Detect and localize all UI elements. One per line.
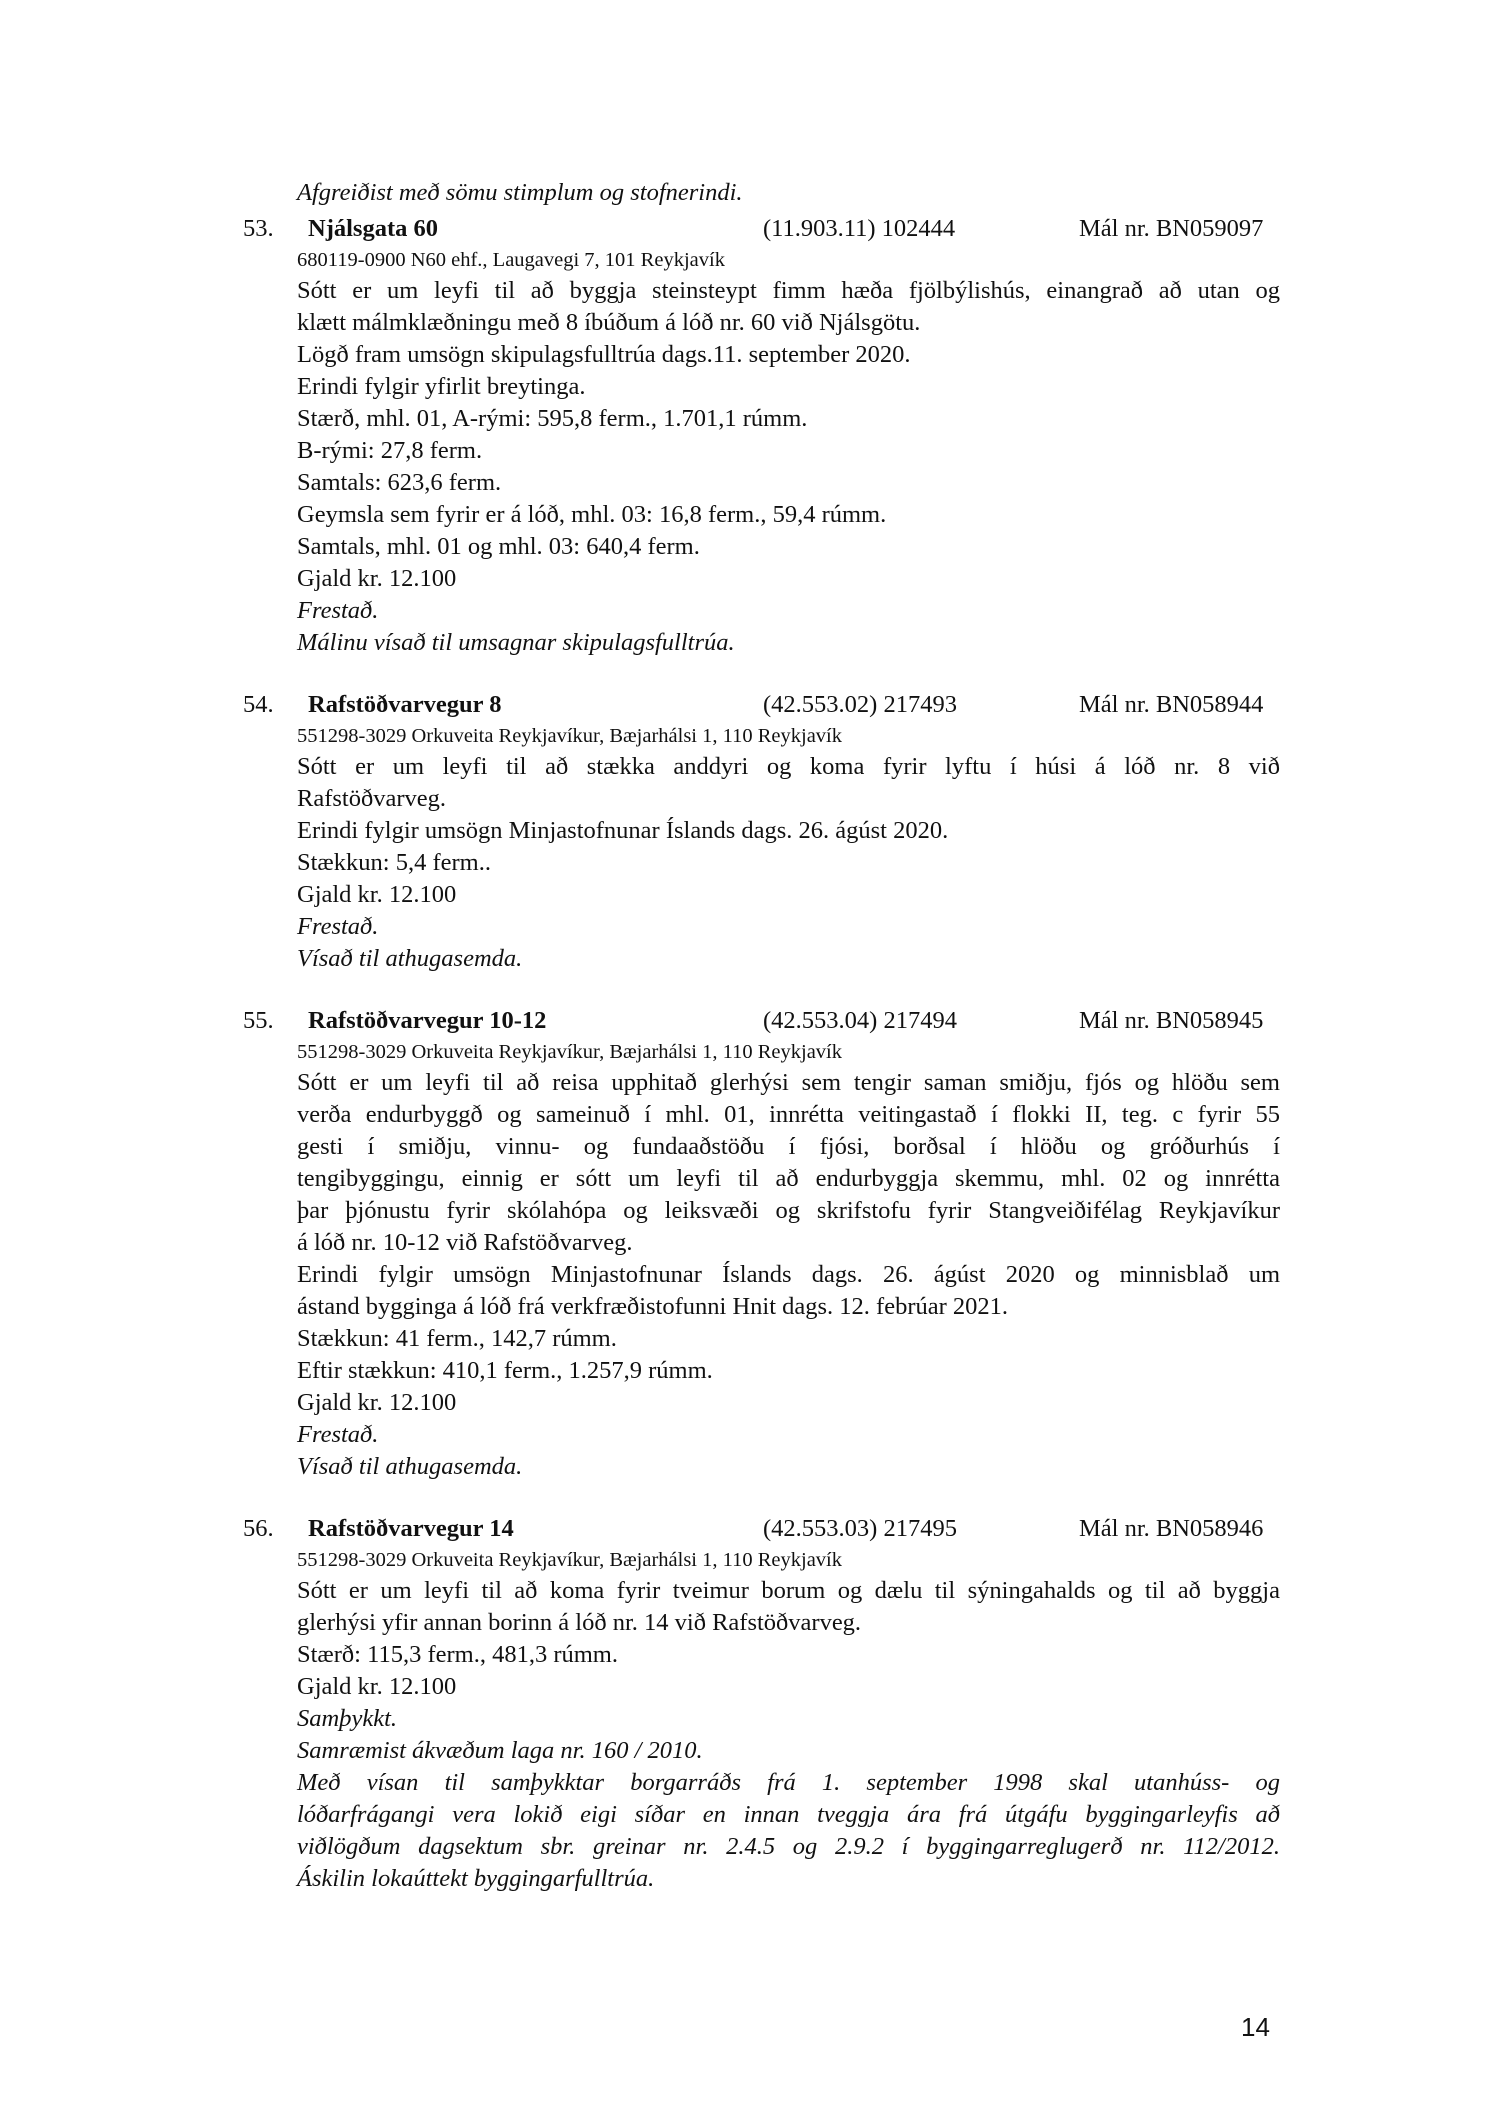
item-text-line: Gjald kr. 12.100 <box>297 881 457 908</box>
item-number: 55. <box>243 1007 274 1034</box>
item-text-line: Stækkun: 41 ferm., 142,7 rúmm. <box>297 1325 617 1352</box>
item-decision-note: Með vísan til samþykktar borgarráðs frá 1. september 1998 skal utanhúss- og <box>297 1769 1280 1796</box>
item-decision-note: Vísað til athugasemda. <box>297 1453 523 1480</box>
item-heading <box>0 1513 1500 1545</box>
item-address: Rafstöðvarvegur 14 <box>308 1515 514 1542</box>
item-text-line: klætt málmklæðningu með 8 íbúðum á lóð nr. 60 við Njálsgötu. <box>297 309 921 336</box>
item-text-line: Sótt er um leyfi til að reisa upphitað glerhýsi sem tengir saman smiðju, fjós og hlöðu sem <box>297 1069 1280 1096</box>
page-number: 14 <box>1241 2012 1270 2042</box>
item-text-line: Sótt er um leyfi til að stækka anddyri og koma fyrir lyftu í húsi á lóð nr. 8 við <box>297 753 1280 780</box>
item-text-line: þar þjónustu fyrir skólahópa og leiksvæði og skrifstofu fyrir Stangveiðifélag Reykjavíkur <box>297 1197 1280 1224</box>
item-applicant: 551298-3029 Orkuveita Reykjavíkur, Bæjarhálsi 1, 110 Reykjavík <box>297 725 843 747</box>
item-text-line: Geymsla sem fyrir er á lóð, mhl. 03: 16,8 ferm., 59,4 rúmm. <box>297 501 887 528</box>
item-case-number: Mál nr. BN058944 <box>1079 691 1264 718</box>
item-text-line: Gjald kr. 12.100 <box>297 1389 457 1416</box>
item-decision-note: Málinu vísað til umsagnar skipulagsfulltrúa. <box>297 629 735 656</box>
item-case-number: Mál nr. BN058945 <box>1079 1007 1264 1034</box>
item-text-line: Gjald kr. 12.100 <box>297 565 457 592</box>
item-text-line: tengibyggingu, einnig er sótt um leyfi til að endurbyggja skemmu, mhl. 02 og innrétta <box>297 1165 1280 1192</box>
item-land-code: (42.553.03) 217495 <box>763 1515 957 1542</box>
item-decision: Frestað. <box>297 1421 379 1448</box>
item-heading <box>0 689 1500 721</box>
item-decision-note: viðlögðum dagsektum sbr. greinar nr. 2.4.5 og 2.9.2 í byggingarreglugerð nr. 112/2012. <box>297 1833 1280 1860</box>
item-text-line: á lóð nr. 10-12 við Rafstöðvarveg. <box>297 1229 633 1256</box>
item-land-code: (42.553.02) 217493 <box>763 691 957 718</box>
item-address: Rafstöðvarvegur 8 <box>308 691 502 718</box>
item-text-line: Erindi fylgir umsögn Minjastofnunar Íslands dags. 26. ágúst 2020 og minnisblað um <box>297 1261 1280 1288</box>
item-text-line: Sótt er um leyfi til að koma fyrir tveimur borum og dælu til sýningahalds og til að byggja <box>297 1577 1280 1604</box>
item-text-line: Samtals, mhl. 01 og mhl. 03: 640,4 ferm. <box>297 533 700 560</box>
item-address: Njálsgata 60 <box>308 215 438 242</box>
item-decision-note: Áskilin lokaúttekt byggingarfulltrúa. <box>297 1865 655 1892</box>
item-applicant: 680119-0900 N60 ehf., Laugavegi 7, 101 Reykjavík <box>297 249 725 271</box>
item-text-line: Eftir stækkun: 410,1 ferm., 1.257,9 rúmm. <box>297 1357 713 1384</box>
item-decision-note: Samræmist ákvæðum laga nr. 160 / 2010. <box>297 1737 703 1764</box>
item-text-line: glerhýsi yfir annan borinn á lóð nr. 14 við Rafstöðvarveg. <box>297 1609 862 1636</box>
item-number: 53. <box>243 215 274 242</box>
item-text-line: Erindi fylgir yfirlit breytinga. <box>297 373 586 400</box>
item-decision: Frestað. <box>297 913 379 940</box>
item-heading <box>0 213 1500 245</box>
item-text-line: verða endurbyggð og sameinuð í mhl. 01, innrétta veitingastað í flokki II, teg. c fyrir 55 <box>297 1101 1280 1128</box>
intro-note: Afgreiðist með sömu stimplum og stofnerindi. <box>297 179 743 206</box>
item-text-line: ástand bygginga á lóð frá verkfræðistofunni Hnit dags. 12. febrúar 2021. <box>297 1293 1009 1320</box>
item-case-number: Mál nr. BN059097 <box>1079 215 1264 242</box>
item-decision-note: lóðarfrágangi vera lokið eigi síðar en innan tveggja ára frá útgáfu byggingarleyfis að <box>297 1801 1280 1828</box>
item-applicant: 551298-3029 Orkuveita Reykjavíkur, Bæjarhálsi 1, 110 Reykjavík <box>297 1041 843 1063</box>
item-text-line: Stækkun: 5,4 ferm.. <box>297 849 491 876</box>
item-text-line: Erindi fylgir umsögn Minjastofnunar Íslands dags. 26. ágúst 2020. <box>297 817 949 844</box>
item-decision-note: Vísað til athugasemda. <box>297 945 523 972</box>
item-text-line: Rafstöðvarveg. <box>297 785 446 812</box>
item-text-line: Stærð: 115,3 ferm., 481,3 rúmm. <box>297 1641 618 1668</box>
item-case-number: Mál nr. BN058946 <box>1079 1515 1264 1542</box>
item-heading <box>0 1005 1500 1037</box>
item-number: 56. <box>243 1515 274 1542</box>
item-text-line: Stærð, mhl. 01, A-rými: 595,8 ferm., 1.701,1 rúmm. <box>297 405 808 432</box>
item-number: 54. <box>243 691 274 718</box>
item-land-code: (11.903.11) 102444 <box>763 215 956 242</box>
item-text-line: Samtals: 623,6 ferm. <box>297 469 502 496</box>
item-text-line: gesti í smiðju, vinnu- og fundaaðstöðu í fjósi, borðsal í hlöðu og gróðurhús í <box>297 1133 1280 1160</box>
item-land-code: (42.553.04) 217494 <box>763 1007 957 1034</box>
item-decision: Samþykkt. <box>297 1705 397 1732</box>
item-address: Rafstöðvarvegur 10-12 <box>308 1007 547 1034</box>
item-text-line: Gjald kr. 12.100 <box>297 1673 457 1700</box>
item-decision: Frestað. <box>297 597 379 624</box>
item-text-line: Sótt er um leyfi til að byggja steinsteypt fimm hæða fjölbýlishús, einangrað að utan og <box>297 277 1280 304</box>
item-applicant: 551298-3029 Orkuveita Reykjavíkur, Bæjarhálsi 1, 110 Reykjavík <box>297 1549 843 1571</box>
item-text-line: B-rými: 27,8 ferm. <box>297 437 483 464</box>
item-text-line: Lögð fram umsögn skipulagsfulltrúa dags.11. september 2020. <box>297 341 911 368</box>
